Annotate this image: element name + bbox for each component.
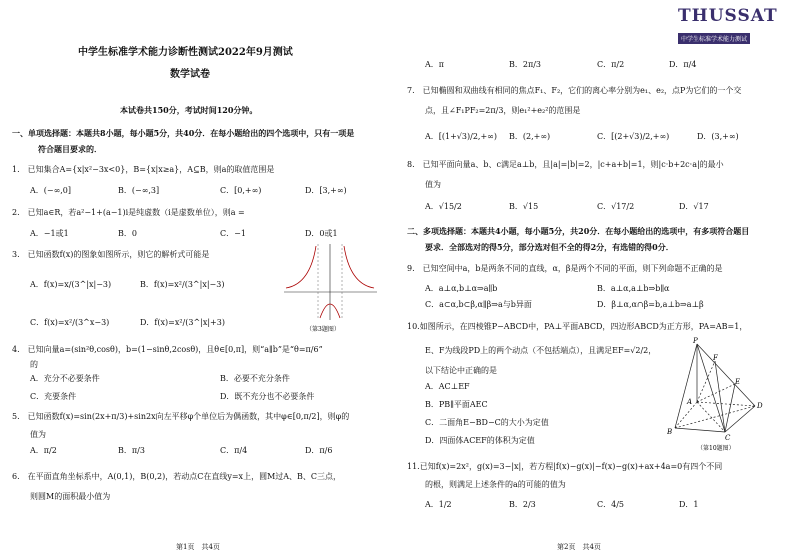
thussat-logo [678, 6, 788, 50]
q3-graph [282, 240, 380, 332]
q2-opt-b: B．0 [118, 229, 137, 238]
page-2-footer: 第2页 共4页 [557, 543, 601, 551]
q4-opt-a: A．充分不必要条件 [30, 374, 100, 383]
q8-opt-b: B．√15 [509, 202, 539, 211]
subject-title: 数学试卷 [170, 69, 210, 80]
q2-opt-a: A．−1或1 [30, 229, 69, 238]
fig-label-f: F [713, 354, 718, 362]
q9-opt-b: B．a⊥α,a⊥b⇒b∥α [597, 284, 670, 293]
q9-opt-d: D．β⊥α,α∩β=b,a⊥b⇒a⊥β [597, 300, 704, 309]
q4-stem-2: 的 [30, 360, 38, 369]
fig-label-e: E [735, 378, 741, 386]
q3-opt-c: C．f(x)=x²/(3^x−3) [30, 318, 110, 327]
q11-opt-c: C．4/5 [597, 500, 624, 509]
q8-stem-2: 值为 [425, 180, 441, 189]
q2-opt-c: C．−1 [220, 229, 246, 238]
section-1-heading-2: 符合题目要求的． [38, 144, 102, 154]
q8-opt-d: D．√17 [679, 202, 709, 211]
q2-opt-d: D．0或1 [305, 229, 338, 238]
fig-label-d: D [757, 402, 763, 410]
fig-label-b: B [667, 428, 673, 436]
q10-opt-c: C．二面角E−BD−C的大小为定值 [425, 418, 549, 427]
exam-title: 中学生标准学术能力诊断性测试2022年9月测试 [78, 47, 293, 58]
q9-opt-a: A．a⊥α,b⊥α⇒a∥b [425, 284, 498, 293]
q10-stem: 10.如图所示，在四棱锥P−ABCD中，PA⊥平面ABCD，四边形ABCD为正方形，PA=AB=1， [407, 322, 748, 331]
q8-stem: 8. 已知平面向量a、b、c满足a⊥b，且|a|=|b|=2，|c+a+b|=1，则|c·b+2c·a|的最小 [407, 160, 724, 169]
section-2-heading: 二、多项选择题：本题共4小题，每小题5分，共20分．在每小题给出的选项中，有多项符合题目 [407, 226, 750, 236]
q3-caption: （第3题图） [306, 326, 340, 332]
q10-opt-d: D．四面体ACEF的体积为定值 [425, 436, 535, 445]
exam-info: 本试卷共150分，考试时间120分钟。 [120, 105, 258, 115]
q8-opt-a: A．√15/2 [425, 202, 462, 211]
q11-opt-a: A．1/2 [425, 500, 452, 509]
fig-label-p: P [693, 337, 698, 345]
q6-opt-d: D．π/4 [669, 60, 697, 69]
fig-label-a: A [687, 398, 693, 406]
q7-stem: 7. 已知椭圆和双曲线有相同的焦点F₁、F₂，它们的离心率分别为e₁、e₂，点P为它们的一个交 [407, 86, 742, 95]
q6-opt-c: C．π/2 [597, 60, 625, 69]
section-2-heading-2: 要求．全部选对的得5分，部分选对但不全的得2分，有选错的得0分． [425, 242, 674, 252]
q1-opt-d: D．[3,+∞) [305, 186, 347, 195]
q5-opt-d: D．π/6 [305, 446, 333, 455]
q10-stem-3: 以下结论中正确的是 [425, 366, 497, 375]
q5-opt-a: A．π/2 [30, 446, 57, 455]
q4-opt-d: D．既不充分也不必要条件 [220, 392, 315, 401]
q2-stem: 2. 已知a∈R，若a²−1+(a−1)i是纯虚数（i是虚数单位），则a = [12, 208, 245, 217]
q5-opt-b: B．π/3 [118, 446, 145, 455]
q7-opt-b: B．(2,+∞) [509, 132, 551, 141]
q11-stem-2: 的根，则满足上述条件的a的可能的值为 [425, 480, 566, 489]
q11-opt-d: D．1 [679, 500, 699, 509]
q5-stem-2: 值为 [30, 430, 46, 439]
q1-opt-b: B．(−∞,3] [118, 186, 160, 195]
q3-opt-d: D．f(x)=x²/(3^|x|+3) [140, 318, 225, 327]
q7-opt-c: C．[(2+√3)/2,+∞) [597, 132, 670, 141]
q10-opt-a: A．AC⊥EF [425, 382, 470, 391]
q9-opt-c: C．a⊂α,b⊂β,α∥β⇒a与b异面 [425, 300, 532, 309]
q7-stem-2: 点，且∠F₁PF₂=2π/3，则e₁²+e₂²的范围是 [425, 106, 581, 115]
q6-opt-a: A．π [425, 60, 445, 69]
q11-stem: 11.已知f(x)=2x²，g(x)=3−|x|，若方程|f(x)−g(x)|−f(x)−g(x)+ax+4a=0有四个不同 [407, 462, 723, 471]
q6-opt-b: B．2π/3 [509, 60, 542, 69]
logo-tagline: 中学生标准学术能力测试 [678, 33, 750, 44]
q5-opt-c: C．π/4 [220, 446, 248, 455]
q8-opt-c: C．√17/2 [597, 202, 635, 211]
q7-opt-d: D．(3,+∞) [697, 132, 739, 141]
q4-opt-b: B．必要不充分条件 [220, 374, 290, 383]
q10-caption: （第10题图） [697, 445, 735, 452]
fig-label-c: C [725, 434, 731, 442]
q10-pyramid-figure [667, 336, 777, 454]
q10-opt-b: B．PB∥平面AEC [425, 400, 488, 409]
q3-opt-a: A．f(x)=x/(3^|x|−3) [30, 280, 112, 289]
q3-stem: 3. 已知函数f(x)的图象如图所示，则它的解析式可能是 [12, 250, 210, 259]
q6-stem: 6. 在平面直角坐标系中，A(0,1)，B(0,2)，若动点C在直线y=x上，圆M过A、B、C三点， [12, 472, 342, 481]
q11-opt-b: B．2/3 [509, 500, 536, 509]
q4-stem: 4. 已知向量a=(sin²θ,cosθ)，b=(1−sinθ,2cosθ)，且θ∈[0,π]，则“a∥b”是“θ=π/6” [12, 345, 323, 354]
page-2 [397, 0, 794, 558]
q9-stem: 9. 已知空间中a，b是两条不同的直线，α，β是两个不同的平面，则下列命题不正确的是 [407, 264, 723, 273]
page-1-footer: 第1页 共4页 [176, 543, 220, 551]
q5-stem: 5. 已知函数f(x)=sin(2x+π/3)+sin2x向左平移φ个单位后为偶函数，其中φ∈[0,π/2]，则φ的 [12, 412, 350, 421]
q7-opt-a: A．[(1+√3)/2,+∞) [425, 132, 497, 141]
q1-opt-a: A．(−∞,0] [30, 186, 72, 195]
q1-stem: 1. 已知集合A={x|x²−3x<0}，B={x|x≥a}，A⊆B，则a的取值范围是 [12, 165, 275, 174]
section-1-heading: 一、单项选择题：本题共8小题，每小题5分，共40分．在每小题给出的四个选项中，只有一项是 [12, 128, 355, 138]
q6-stem-2: 则圆M的面积最小值为 [30, 492, 111, 501]
q3-opt-b: B．f(x)=x²/(3^|x|−3) [140, 280, 225, 289]
q10-stem-2: E、F为线段PD上的两个动点（不包括端点），且满足EF=√2/2， [425, 346, 657, 355]
q1-opt-c: C．[0,+∞) [220, 186, 262, 195]
logo-word: THUSSAT [678, 6, 778, 26]
q4-opt-c: C．充要条件 [30, 392, 77, 401]
